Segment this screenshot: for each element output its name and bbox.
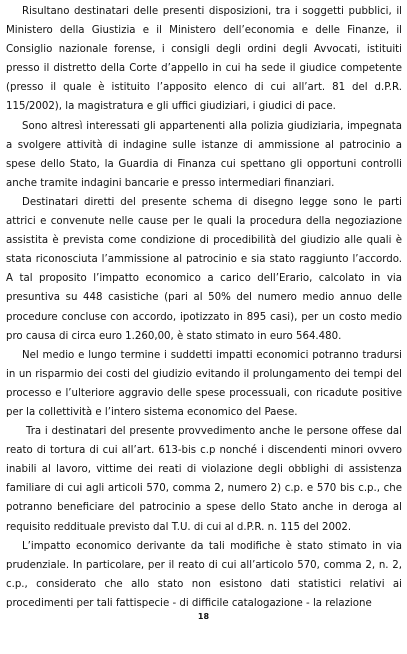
paragraph-direct-recipients: Destinatari diretti del presente schema di disegno legge sono le parti attrici e convenute nelle cause per le quali la procedura della negoziazione assistita è prevista come condizione di procedibilità del giudizio alle quali è stata riconosciuta l’ammissione al patrocinio e sia stato raggiunto l’accordo. A tal proposito l’impatto economico a carico dell’Erario, calcolato in via presuntiva su 448 casistiche (pari al 50% del numero medio annuo delle procedure concluse con accordo, ipotizzato in 895 casi), per un costo medio pro causa di circa euro 1.260,00, è stato stimato in euro 564.480. — [6, 196, 402, 342]
paragraph-recipients-public: Risultano destinatari delle presenti disposizioni, tra i soggetti pubblici, il Ministero della Giustizia e il Ministero dell’economia e delle Finanze, il Consiglio nazionale forense, i consigli degli ordini degli Avvocati, istituiti presso il distretto della Corte d’appello in cui ha sede il giudice competente (presso il quale è istituito l’apposito elenco di cui all’art. 81 del d.P.R. 115/2002), la magistratura e gli uffici giudiziari, i giudici di pace. — [6, 6, 402, 113]
page-number: 18 — [197, 612, 210, 621]
paragraph-judicial-police: Sono altresì interessati gli appartenenti alla polizia giudiziaria, impegnata a svolgere attività di indagine sulle istanze di ammissione al patrocinio a spese dello Stato, la Guardia di Finanza cui spettano gli opportuni controlli anche tramite indagini bancarie e presso intermediari finanziari. — [6, 120, 402, 189]
paragraph-torture-victims: Tra i destinatari del presente provvedimento anche le persone offese dal reato di tortura di cui all’art. 613-bis c.p nonché i discendenti minori ovvero inabili al lavoro, vittime dei reati di violazione degli obblighi di assistenza familiare di cui agli articoli 570, comma 2, numero 2) c.p. e 570 bis c.p., che potranno beneficiare del patrocinio a spese dello Stato anche in deroga al requisito reddituale previsto dal T.U. di cui al d.P.R. n. 115 del 2002. — [6, 426, 402, 533]
paragraph-economic-impact: L’impatto economico derivante da tali modifiche è stato stimato in via prudenziale. In particolare, per il reato di cui all’articolo 570, comma 2, n. 2, c.p., considerato che allo stato non esistono dati statistici relativi ai procedimenti per tali fattispecie - di difficile catalogazione - la relazione — [6, 540, 402, 609]
paragraph-long-term-impact: Nel medio e lungo termine i suddetti impatti economici potranno tradursi in un risparmio dei costi del giudizio evitando il prolungamento dei tempi del processo e l’ulteriore aggravio delle spese processuali, con ricadute positive per la collettività e l’intero sistema economico del Paese. — [6, 349, 402, 418]
body-text — [6, 2, 402, 613]
